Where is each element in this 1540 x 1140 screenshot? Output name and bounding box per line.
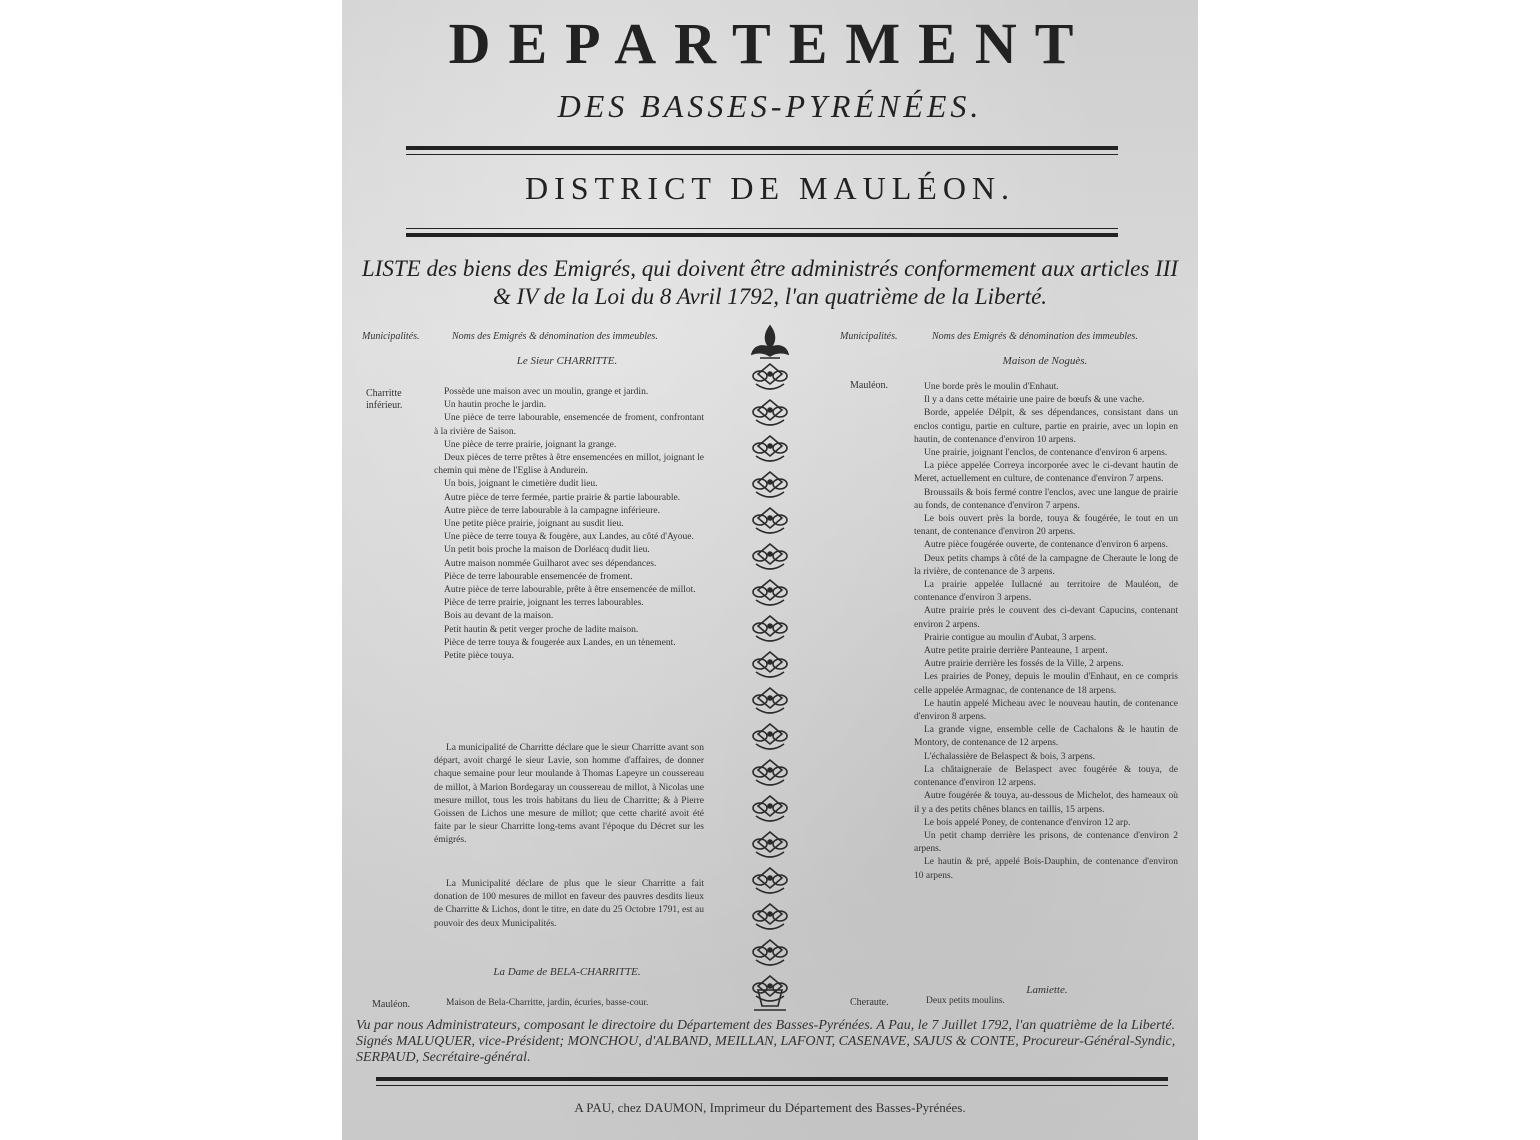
list-item: Pièce de terre labourable ensemencée de froment. — [444, 571, 633, 582]
left-declaration-2: La Municipalité déclare de plus que le sieur Charritte a fait donation de 100 mesures de millot en faveur des pauvres desdits lieux de Charritte & Lichos, dont le titre, en date du 25 Octobre 1791, est au pouvoir des deux Municipalités. — [434, 879, 704, 929]
list-item: Autre prairie près le couvent des ci-devant Capucins, contenant environ 2 arpens. — [914, 606, 1178, 630]
ornament-link-icon — [753, 508, 787, 533]
list-item: La châtaigneraie de Belaspect avec fougérée & touya, de contenance d'environ 12 arpens. — [914, 764, 1178, 789]
right-municipalites-header: Municipalités. — [840, 331, 898, 342]
district-heading: DISTRICT DE MAULÉON. — [524, 170, 1016, 206]
list-item: Pièce de terre prairie, joignant les terres labourables. — [444, 598, 644, 609]
ornament-link-icon — [753, 976, 787, 1001]
left-owner-bela-charritte: La Dame de BELA-CHARRITTE. — [493, 966, 641, 978]
ornament-link-icon — [753, 544, 787, 569]
list-item: Borde, appelée Délpit, & ses dépendances, consistant dans un enclos contigu, partie en culture, partie en prairie, avec un lopin en hautin, de contenance d'environ 10 arpens. — [914, 408, 1178, 445]
ornament-link-icon — [753, 724, 787, 749]
right-items-list — [914, 381, 1178, 883]
right-municipality-1: Mauléon. — [850, 380, 889, 391]
list-item: L'échalassière de Belaspect & bois, 3 arpens. — [924, 751, 1096, 762]
list-item: Le hautin appelé Micheau avec le nouveau hautin, de contenance d'environ 8 arpens. — [914, 698, 1178, 723]
left-municipality-1: Charritte inférieur. — [366, 388, 403, 411]
list-item: Une petite pièce prairie, joignant au susdit lieu. — [444, 519, 624, 530]
ornament-link-icon — [753, 400, 787, 425]
ornament-link-icon — [753, 616, 787, 641]
ornament-column — [738, 322, 802, 1014]
ornament-link-icon — [753, 904, 787, 929]
left-items-list — [434, 386, 704, 663]
list-item: Autre pièce de terre fermée, partie prairie & partie labourable. — [444, 492, 681, 503]
ornament-link-icon — [753, 436, 787, 461]
ornament-link-icon — [753, 832, 787, 857]
list-item: Une borde près le moulin d'Enhaut. — [924, 382, 1059, 392]
ornament-link-icon — [753, 688, 787, 713]
ornament-link-icon — [753, 580, 787, 605]
list-item: Le hautin & pré, appelé Bois-Dauphin, de contenance d'environ 10 arpens. — [914, 857, 1178, 881]
list-item: Il y a dans cette métairie une paire de bœufs & une vache. — [924, 395, 1145, 406]
left-municipalites-header: Municipalités. — [362, 331, 420, 342]
list-item: La grande vigne, ensemble celle de Cachalons & le hautin de Montory, de contenance de 12 arpens. — [914, 725, 1178, 749]
list-item: La pièce appelée Correya incorporée avec le ci-devant hautin de Meret, actuellement en culture, de contenance d'environ 7 arpens. — [914, 461, 1178, 485]
liste-heading — [352, 255, 1188, 311]
list-item: Petite pièce touya. — [444, 651, 514, 662]
right-owner-lamiette: Lamiette. — [1026, 984, 1068, 996]
ornament-link-icon — [753, 868, 787, 893]
list-item: La prairie appelée Iullacné au territoire de Mauléon, de contenance d'environ 3 arpens. — [914, 580, 1178, 604]
list-item: Une pièce de terre prairie, joignant la grange. — [444, 439, 617, 450]
list-item: Petit hautin & petit verger proche de ladite maison. — [444, 624, 639, 635]
left-names-header: Noms des Emigrés & dénomination des immeubles. — [452, 331, 658, 342]
list-item: Autre petite prairie derrière Panteaune, 1 arpent. — [924, 646, 1108, 657]
list-item: Autre prairie derrière les fossés de la Ville, 2 arpens. — [924, 659, 1124, 670]
list-item: Le bois ouvert près la borde, touya & fougérée, le tout en un tenant, de contenance d'environ 20 arpens. — [914, 514, 1178, 538]
list-item: Deux petits champs à côté de la campagne de Cheraute le long de la rivière, de contenance de 3 arpens. — [914, 553, 1178, 577]
ornament-link-icon — [753, 760, 787, 785]
double-rule-top-a — [406, 146, 1118, 150]
ornament-motifs — [752, 326, 788, 1010]
right-names-header: Noms des Emigrés & dénomination des immeubles. — [932, 331, 1138, 342]
list-item: Deux pièces de terre prêtes à être ensemencées en millot, joignant le chemin qui mène de l'Eglise à Andurein. — [434, 453, 704, 477]
double-rule-bottom-a — [376, 1077, 1168, 1081]
list-item: Autre pièce de terre labourable à la campagne inférieure. — [444, 505, 660, 516]
double-rule-top-b — [406, 154, 1118, 155]
double-rule-bottom-b — [376, 1085, 1168, 1086]
approval-statement: Vu par nous Administrateurs, composant le directoire du Département des Basses-Pyrénées. A Pau, le 7 Juillet 1792, l'an quatrième de la Liberté. Signés MALUQUER, vice-Président; MONCHOU, d'ALBAND, MEILLAN, LAFONT, CASENAVE, SAJUS & CONTE, Procureur-Général-Syndic, SERPAUD, Secrétaire-général. — [356, 1018, 1176, 1065]
left-declaration-1: La municipalité de Charritte déclare que le sieur Charritte avant son départ, avoit chargé le sieur Lavie, son homme d'affaires, de donner chaque semaine pour leur moulande à Thomas Lapeyre un coussereau de millot, à Marion Bordegaray un coussereau de millot, à Nicolas une mesure millot, tous les trois habitans du lieu de Charritte; & à Pierre Goissen de Lichos une mesure de millot; que cette charité avoit été faite par le sieur Charritte long-tems avant l'époque du Décret sur les émigrés. — [434, 743, 704, 846]
double-rule-mid-a — [406, 228, 1118, 229]
double-rule-mid-b — [406, 233, 1118, 237]
list-item: Une pièce de terre labourable, ensemencée de froment, confrontant à la rivière de Saison. — [434, 413, 704, 437]
ornament-link-icon — [753, 472, 787, 497]
list-item: Autre pièce de terre labourable, prête à être ensemencée de millot. — [444, 585, 696, 596]
right-owner-nogues: Maison de Noguès. — [1002, 355, 1088, 367]
poster-sheet — [342, 0, 1198, 1140]
list-item: Autre maison nommée Guilharot avec ses dépendances. — [444, 558, 657, 569]
poster-subtitle: DES BASSES-PYRÉNÉES. — [557, 88, 983, 124]
right-item-last: Deux petits moulins. — [926, 996, 1005, 1006]
list-item: Un petit champ derrière les prisons, de contenance d'environ 2 arpens. — [914, 830, 1178, 855]
list-item: Autre pièce fougérée ouverte, de contenance d'environ 6 arpens. — [924, 540, 1168, 551]
ornament-link-icon — [753, 796, 787, 821]
liste-line-2: & IV de la Loi du 8 Avril 1792, l'an quatrième de la Liberté. — [492, 284, 1048, 309]
list-item: Une prairie, joignant l'enclos, de contenance d'environ 6 arpens. — [924, 448, 1168, 459]
printer-imprint: A PAU, chez DAUMON, Imprimeur du Département des Basses-Pyrénées. — [574, 1100, 966, 1115]
ornament-base-icon — [754, 990, 786, 1010]
list-item: Un petit bois proche la maison de Dorléacq dudit lieu. — [444, 545, 650, 556]
list-item: Le bois appelé Poney, de contenance d'environ 12 arp. — [924, 817, 1131, 828]
right-municipality-2: Cheraute. — [850, 997, 889, 1008]
ornament-link-icon — [753, 652, 787, 677]
list-item: Pièce de terre touya & fougerée aux Landes, en un tènement. — [444, 637, 676, 648]
list-item: Bois au devant de la maison. — [444, 611, 554, 622]
list-item: Possède une maison avec un moulin, grange et jardin. — [444, 387, 649, 397]
list-item: Un bois, joignant le cimetière dudit lieu. — [444, 479, 598, 490]
list-item: Un hautin proche le jardin. — [444, 400, 547, 411]
list-item: Les prairies de Poney, depuis le moulin d'Enhaut, en ce compris celle appelée Armagnac, de contenance de 18 arpens. — [914, 672, 1178, 696]
list-item: Prairie contigue au moulin d'Aubat, 3 arpens. — [924, 632, 1097, 643]
fleur-de-lis-icon — [752, 326, 788, 358]
list-item: Une pièce de terre touya & fougère, aux Landes, au côté d'Ayoue. — [444, 532, 694, 543]
left-owner-charritte: Le Sieur CHARRITTE. — [516, 355, 618, 367]
ornament-link-icon — [753, 364, 787, 389]
ornament-link-icon — [753, 940, 787, 965]
poster-title: DEPARTEMENT — [448, 11, 1092, 76]
left-item-last: Maison de Bela-Charritte, jardin, écuries, basse-cour. — [446, 998, 649, 1008]
list-item: Broussails & bois fermé contre l'enclos, avec une langue de prairie au fonds, de contenance d'environ 7 arpens. — [914, 487, 1178, 511]
list-item: Autre fougérée & touya, au-dessous de Michelot, des hameaux où il y a des petits chênes blancs en taillis, 15 arpens. — [914, 791, 1178, 815]
left-municipality-2: Mauléon. — [372, 999, 411, 1010]
liste-line-1: LISTE des biens des Emigrés, qui doivent être administrés conformement aux articles III — [361, 256, 1179, 281]
